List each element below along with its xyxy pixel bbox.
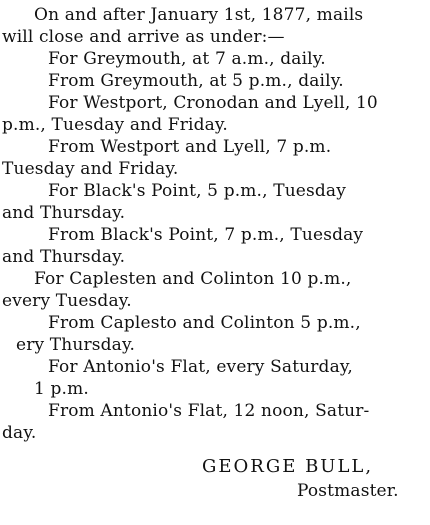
notice-line-16: ery Thursday. (16, 335, 135, 355)
notice-line-3: For Greymouth, at 7 a.m., daily. (48, 49, 326, 69)
signature-name: GEORGE BULL, (202, 456, 374, 477)
notice-line-5: For Westport, Cronodan and Lyell, 10 (48, 93, 378, 113)
notice-line-4: From Greymouth, at 5 p.m., daily. (48, 71, 344, 91)
notice-line-19: From Antonio's Flat, 12 noon, Satur- (48, 401, 370, 421)
notice-line-1: On and after January 1st, 1877, mails (34, 5, 364, 25)
notice-line-14: every Tuesday. (2, 291, 132, 311)
notice-line-13: For Caplesten and Colinton 10 p.m., (34, 269, 352, 289)
notice-line-12: and Thursday. (2, 247, 126, 267)
notice-line-8: Tuesday and Friday. (2, 159, 179, 179)
notice-line-10: and Thursday. (2, 203, 126, 223)
notice-line-9: For Black's Point, 5 p.m., Tuesday (48, 181, 346, 201)
notice-line-17: For Antonio's Flat, every Saturday, (48, 357, 353, 377)
notice-line-11: From Black's Point, 7 p.m., Tuesday (48, 225, 364, 245)
notice-line-15: From Caplesto and Colinton 5 p.m., (48, 313, 361, 333)
notice-line-2: will close and arrive as under:— (2, 27, 285, 47)
notice-line-6: p.m., Tuesday and Friday. (2, 115, 228, 135)
notice-line-7: From Westport and Lyell, 7 p.m. (48, 137, 332, 157)
notice-line-18: 1 p.m. (34, 379, 89, 399)
notice-line-20: day. (2, 423, 37, 443)
signature-title: Postmaster. (297, 481, 399, 501)
